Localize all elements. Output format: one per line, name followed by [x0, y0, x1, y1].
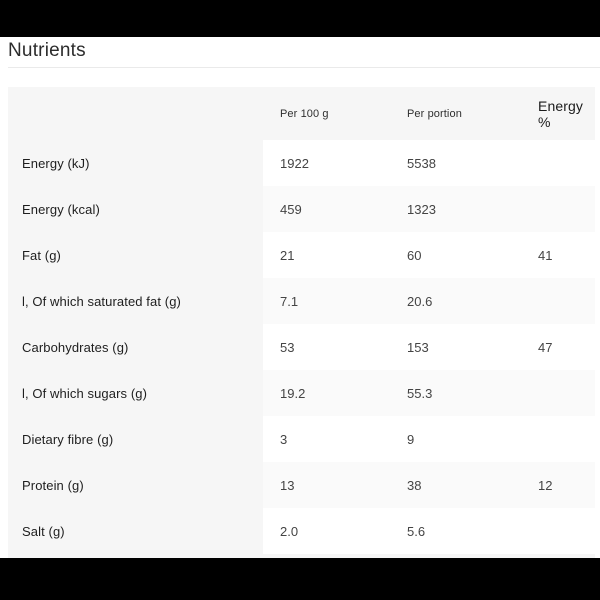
- column-header-per-100g: Per 100 g: [280, 107, 329, 120]
- row-value-per-portion: 60: [390, 232, 520, 278]
- row-value-per-portion: 9: [390, 416, 520, 462]
- column-header-energy-percent: Energy %: [538, 97, 583, 130]
- table-row: [8, 370, 595, 416]
- row-value-per-100g: 21: [263, 232, 390, 278]
- table-row: [8, 186, 595, 232]
- bottom-black-bar: [0, 558, 600, 600]
- row-label: l, Of which saturated fat (g): [22, 293, 181, 309]
- table-header-row: [8, 87, 595, 140]
- row-value-per-portion: 5538: [390, 140, 520, 186]
- table-row: [8, 140, 595, 186]
- row-value-energy-percent: [520, 416, 595, 462]
- row-value-energy-percent: [520, 186, 595, 232]
- row-value-energy-percent: [520, 278, 595, 324]
- row-label: Dietary fibre (g): [22, 431, 114, 447]
- table-row: [8, 278, 595, 324]
- top-black-bar: [0, 0, 600, 37]
- row-label: Protein (g): [22, 477, 84, 493]
- row-value-per-portion: 153: [390, 324, 520, 370]
- row-value-energy-percent: 12: [520, 462, 595, 508]
- row-value-per-100g: 2.0: [263, 508, 390, 554]
- table-row: [8, 416, 595, 462]
- column-header-per-portion: Per portion: [407, 107, 462, 120]
- row-value-per-100g: 1922: [263, 140, 390, 186]
- row-label: l, Of which sugars (g): [22, 385, 148, 401]
- row-value-per-100g: 53: [263, 324, 390, 370]
- page-title: Nutrients: [8, 40, 86, 61]
- table-row: [8, 232, 595, 278]
- row-value-per-100g: 19.2: [263, 370, 390, 416]
- row-value-per-portion: 20.6: [390, 278, 520, 324]
- row-value-per-100g: 459: [263, 186, 390, 232]
- row-value-energy-percent: [520, 508, 595, 554]
- row-value-per-portion: 1323: [390, 186, 520, 232]
- table-row: [8, 324, 595, 370]
- row-label: Energy (kcal): [22, 201, 100, 217]
- row-label: Fat (g): [22, 247, 61, 263]
- table-row: [8, 462, 595, 508]
- row-label: Salt (g): [22, 523, 65, 539]
- row-value-per-100g: 3: [263, 416, 390, 462]
- row-value-energy-percent: [520, 140, 595, 186]
- table-row: [8, 508, 595, 554]
- row-label: Energy (kJ): [22, 155, 90, 171]
- nutrients-table: [8, 87, 595, 558]
- row-value-per-portion: 38: [390, 462, 520, 508]
- table-body: [8, 140, 595, 554]
- row-value-per-100g: 7.1: [263, 278, 390, 324]
- row-value-per-portion: 5.6: [390, 508, 520, 554]
- row-value-energy-percent: 47: [520, 324, 595, 370]
- section-heading: [8, 37, 600, 68]
- row-value-per-100g: 13: [263, 462, 390, 508]
- row-label: Carbohydrates (g): [22, 339, 129, 355]
- row-value-energy-percent: 41: [520, 232, 595, 278]
- row-value-energy-percent: [520, 370, 595, 416]
- row-value-per-portion: 55.3: [390, 370, 520, 416]
